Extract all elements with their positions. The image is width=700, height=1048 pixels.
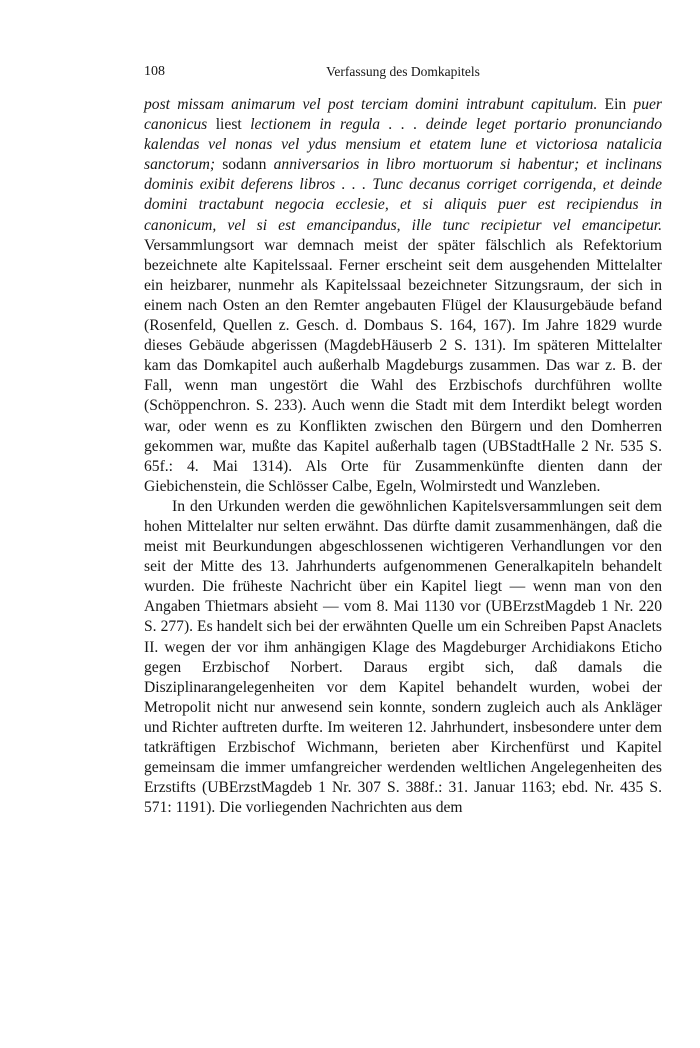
text-run: In den Urkunden werden die gewöhnlichen Kapitelsversammlungen seit dem hohen Mittelalter nur selten erwähnt. Das dürfte damit zusammenhängen, daß die meist mit Beurkundungen abgeschlossenen wichtigeren Verhandlungen vor den seit der Mitte des 13. Jahrhunderts aufgenommenen Generalkapiteln behandelt wurden. Die früheste Nachricht über ein Kapitel liegt — wenn man von den Angaben Thietmars absieht — vom 8. Mai 1130 vor (UBErzstMagdeb 1 Nr. 220 S. 277). Es handelt sich bei der erwähnten Quelle um ein Schreiben Papst Anaclets II. wegen der vor ihm anhängigen Klage des Magdeburger Archidiakons Eticho gegen Erzbischof Norbert. Daraus ergibt sich, daß damals die Disziplinarangelegenheiten vor dem Kapitel behandelt wurden, wobei der Metropolit nicht nur anwesend sein konnte, sondern zugleich auch als Ankläger und Richter auftreten durfte. Im weiteren 12. Jahrhundert, insbesondere unter dem tatkräftigen Erzbischof Wichmann, berieten aber Kirchenfürst und Kapitel gemeinsam die immer umfangreicher werdenden weltlichen Angelegenheiten des Erzstifts (UBErzstMagdeb 1 Nr. 307 S. 388f.: 31. Januar 1163; ebd. Nr. 435 S. 571: 1191). Die vorliegenden Nachrichten aus dem [144,497,662,817]
italic-latin-quote: lectionem in regula . . . deinde leget portario pronunciando kalendas vel nonas vel ydus mensium et etatem lune et victoriosa natalicia sanctorum; [144,116,662,174]
italic-latin-quote: puer canonicus [144,96,662,134]
text-run: Versammlungsort war demnach meist der später fälschlich als Refektorium bezeichnete alte Kapitelssaal. Ferner erscheint seit dem ausgehenden Mittelalter ein heizbarer, nunmehr als Kapitelssaal bezeichneter Sitzungsraum, der sich in einem nach Osten an den Remter angebauten Flügel der Klausurgebäude befand (Rosenfeld, Quellen z. Gesch. d. Dombaus S. 164, 167). Im Jahre 1829 wurde dieses Gebäude abgerissen (MagdebHäuserb 2 S. 131). Im späteren Mittelalter kam das Domkapitel auch außerhalb Magdeburgs zusammen. Das war z. B. der Fall, wenn man ungestört die Wahl des Erzbischofs durchführen wollte (Schöppenchron. S. 233). Auch wenn die Stadt mit dem Interdikt belegt worden war, oder wenn es zu Konflikten zwischen den Bürgern und den Domherren gekommen war, mußte das Kapitel außerhalb tagen (UBStadtHalle 2 Nr. 535 S. 65f.: 4. Mai 1314). Als Orte für Zusammenkünfte dienten dann der Giebichenstein, die Schlösser Calbe, Egeln, Wolmirstedt und Wanzleben. [144,236,662,495]
text-run: sodann [215,156,274,174]
running-title: Verfassung des Domkapitels [326,64,480,79]
page-header [144,64,662,86]
body-text [144,95,662,818]
paragraph [144,95,662,497]
paragraph [144,497,662,819]
page-number: 108 [144,64,165,79]
italic-latin-quote: post missam animarum vel post terciam domini intrabunt capitulum. [144,96,598,113]
text-run: liest [207,116,251,134]
book-page [144,64,662,818]
italic-latin-quote: anniversarios in libro mortuorum si habentur; et inclinans dominis exibit deferens libros . . . Tunc decanus corriget corrigenda, et deinde domini tractabunt negocia ecclesie, et si aliquis puer est recipiendus in canonicum, vel si est emancipandus, ille tunc recipietur vel emancipetur. [144,156,662,234]
text-run: Ein [597,96,634,113]
